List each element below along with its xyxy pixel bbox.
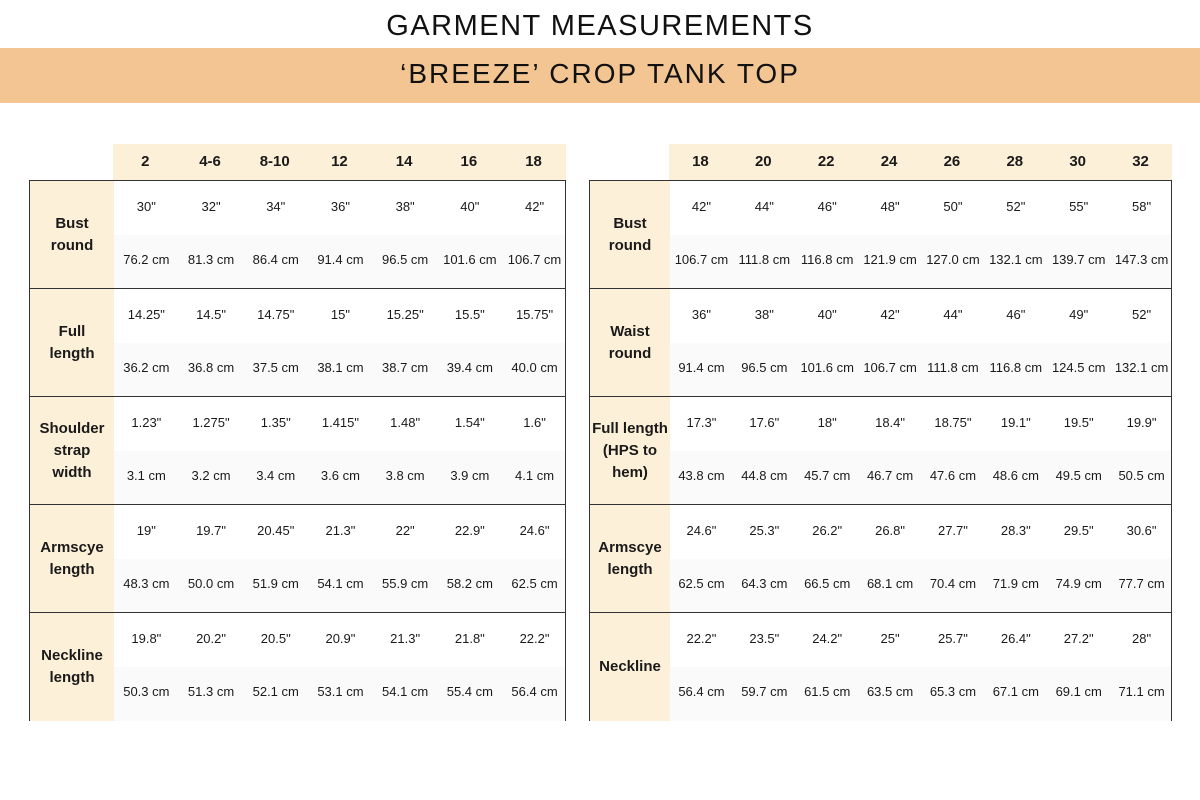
cm-value: 45.7 cm <box>804 468 851 483</box>
cm-value: 55.9 cm <box>382 576 429 591</box>
inch-value: 40" <box>460 199 480 214</box>
inch-value: 19.7" <box>196 523 226 538</box>
inch-value: 36" <box>330 199 350 214</box>
cm-value: 127.0 cm <box>926 252 980 267</box>
size-header: 18 <box>692 153 709 170</box>
cm-value: 48.3 cm <box>123 576 170 591</box>
size-header: 26 <box>943 153 961 170</box>
inch-value: 14.75" <box>257 307 295 322</box>
inch-value: 22" <box>395 523 415 538</box>
cm-value: 70.4 cm <box>929 576 977 591</box>
inch-value: 21.8" <box>454 631 485 646</box>
cm-value: 38.7 cm <box>382 360 429 375</box>
size-header: 32 <box>1132 153 1149 170</box>
cm-value: 54.1 cm <box>382 684 429 699</box>
measurement-label-text: Waist round <box>608 323 652 362</box>
cm-value: 55.4 cm <box>446 684 493 699</box>
cm-value: 61.5 cm <box>804 684 851 699</box>
inch-value: 22.9" <box>454 523 485 538</box>
inch-value: 18.4" <box>875 415 906 430</box>
measurement-label <box>590 613 670 721</box>
cm-value: 36.2 cm <box>123 360 170 375</box>
cm-value: 96.5 cm <box>741 360 788 375</box>
cm-value: 101.6 cm <box>443 252 497 267</box>
inch-value: 25.7" <box>937 631 968 646</box>
cm-value: 106.7 cm <box>863 360 917 375</box>
measurement-label-text: Armscye length <box>598 539 662 578</box>
cm-value: 111.8 cm <box>927 360 979 375</box>
inch-value: 42" <box>524 199 545 214</box>
inch-value: 19.1" <box>1000 415 1031 430</box>
cm-value: 67.1 cm <box>992 684 1039 699</box>
cm-value: 54.1 cm <box>317 576 364 591</box>
cm-value: 4.1 cm <box>515 468 555 483</box>
cm-value: 56.4 cm <box>511 684 558 699</box>
row-divider <box>590 504 1171 505</box>
measurement-label-text: Shoulder strap width <box>39 420 105 481</box>
cm-value: 116.8 cm <box>989 360 1043 375</box>
cm-value: 50.5 cm <box>1118 468 1165 483</box>
cm-value: 62.5 cm <box>511 576 558 591</box>
cm-value: 3.1 cm <box>126 468 166 483</box>
size-header: 14 <box>395 153 413 170</box>
cm-value: 71.1 cm <box>1118 684 1165 699</box>
cm-value: 101.6 cm <box>800 360 854 375</box>
cm-value: 39.4 cm <box>446 360 493 375</box>
inch-value: 38" <box>395 199 415 214</box>
row-divider <box>590 612 1171 613</box>
cm-value: 91.4 cm <box>317 252 364 267</box>
size-header: 30 <box>1069 153 1087 170</box>
inch-value: 52" <box>1132 307 1152 322</box>
measurement-label <box>590 505 670 613</box>
inch-value: 22.2" <box>686 631 717 646</box>
inch-value: 21.3" <box>325 523 356 538</box>
cm-value: 50.0 cm <box>187 576 235 591</box>
cm-value: 147.3 cm <box>1114 252 1169 267</box>
cm-value: 64.3 cm <box>741 576 788 591</box>
inch-value: 30" <box>136 199 156 214</box>
cm-value: 65.3 cm <box>929 684 977 699</box>
inch-value: 19.9" <box>1126 415 1157 430</box>
inch-value: 18.75" <box>934 415 972 430</box>
inch-value: 27.2" <box>1063 631 1094 646</box>
inch-value: 14.25" <box>127 307 165 322</box>
inch-value: 15.75" <box>515 307 554 322</box>
inch-value: 18" <box>817 415 837 430</box>
cm-value: 68.1 cm <box>866 576 914 591</box>
inch-value: 19" <box>136 523 156 538</box>
cm-value: 91.4 cm <box>678 360 725 375</box>
inch-value: 29.5" <box>1063 523 1094 538</box>
measurement-label <box>590 289 670 397</box>
cm-value: 3.6 cm <box>320 468 360 483</box>
inch-value: 1.54" <box>454 415 485 430</box>
row-divider <box>590 396 1171 397</box>
cm-value: 132.1 cm <box>989 252 1043 267</box>
measurement-grid <box>589 180 1172 721</box>
measurement-label-text: Full length <box>49 323 95 362</box>
cm-value: 50.3 cm <box>123 684 170 699</box>
cm-value: 74.9 cm <box>1055 576 1102 591</box>
inch-value: 52" <box>1006 199 1026 214</box>
cm-value: 106.7 cm <box>674 252 729 267</box>
cm-value: 40.0 cm <box>511 360 558 375</box>
measurement-label <box>30 397 114 505</box>
cm-value: 43.8 cm <box>678 468 725 483</box>
inch-value: 17.3" <box>686 415 717 430</box>
measurement-label <box>30 289 114 397</box>
size-header: 28 <box>1006 153 1024 170</box>
inch-value: 20.45" <box>257 523 295 538</box>
inch-value: 24.2" <box>812 631 843 646</box>
cm-value: 51.9 cm <box>252 576 299 591</box>
size-header: 20 <box>754 153 772 170</box>
inch-value: 22.2" <box>519 631 550 646</box>
cm-value: 49.5 cm <box>1055 468 1102 483</box>
cm-value: 139.7 cm <box>1051 252 1106 267</box>
size-header: 8-10 <box>259 153 290 170</box>
inch-value: 1.415" <box>321 415 360 430</box>
inch-value: 28.3" <box>1000 523 1031 538</box>
size-header: 16 <box>460 153 478 170</box>
size-header: 12 <box>331 153 348 170</box>
cm-value: 36.8 cm <box>187 360 235 375</box>
inch-value: 21.3" <box>390 631 421 646</box>
cm-value: 53.1 cm <box>317 684 364 699</box>
inch-value: 20.2" <box>196 631 226 646</box>
inch-value: 26.4" <box>1000 631 1031 646</box>
inch-value: 20.9" <box>325 631 356 646</box>
inch-value: 15.5" <box>454 307 485 322</box>
inch-value: 17.6" <box>749 415 780 430</box>
cm-value: 51.3 cm <box>187 684 235 699</box>
inch-value: 15" <box>330 307 350 322</box>
cm-value: 71.9 cm <box>992 576 1039 591</box>
inch-value: 1.6" <box>523 415 546 430</box>
inch-value: 24.6" <box>519 523 550 538</box>
measurement-label-text: Bust round <box>50 215 94 254</box>
inch-value: 30.6" <box>1126 523 1157 538</box>
inch-value: 25" <box>880 631 900 646</box>
measurement-label <box>30 613 114 721</box>
inch-value: 1.48" <box>390 415 421 430</box>
measurement-label-text: Full length (HPS to hem) <box>592 420 668 481</box>
inch-value: 38" <box>754 307 774 322</box>
inch-value: 42" <box>691 199 711 214</box>
inch-value: 42" <box>880 307 900 322</box>
cm-value: 58.2 cm <box>446 576 493 591</box>
inch-value: 15.25" <box>386 307 424 322</box>
row-divider <box>590 288 1171 289</box>
inch-value: 26.2" <box>812 523 843 538</box>
cm-value: 69.1 cm <box>1055 684 1102 699</box>
inch-value: 25.3" <box>749 523 780 538</box>
cm-value: 106.7 cm <box>507 252 562 267</box>
cm-value: 3.9 cm <box>450 468 490 483</box>
cm-value: 46.7 cm <box>866 468 914 483</box>
page-title: GARMENT MEASUREMENTS <box>386 10 814 42</box>
cm-value: 38.1 cm <box>317 360 364 375</box>
inch-value: 1.275" <box>192 415 230 430</box>
cm-value: 3.2 cm <box>191 468 231 483</box>
inch-value: 40" <box>817 307 837 322</box>
inch-value: 19.8" <box>131 631 162 646</box>
measurement-grid <box>29 180 566 721</box>
inch-value: 36" <box>691 307 711 322</box>
cm-value: 132.1 cm <box>1114 360 1169 375</box>
inch-value: 27.7" <box>937 523 968 538</box>
cm-value: 3.4 cm <box>256 468 296 483</box>
inch-value: 19.5" <box>1063 415 1094 430</box>
inch-value: 55" <box>1069 199 1089 214</box>
product-title: ‘BREEZE’ CROP TANK TOP <box>400 58 800 89</box>
size-header: 2 <box>141 153 150 170</box>
cm-value: 48.6 cm <box>992 468 1039 483</box>
cm-value: 76.2 cm <box>123 252 170 267</box>
inch-value: 32" <box>201 199 221 214</box>
cm-value: 3.8 cm <box>385 468 425 483</box>
size-header: 4-6 <box>199 153 221 170</box>
inch-value: 46" <box>817 199 837 214</box>
cm-value: 121.9 cm <box>863 252 917 267</box>
measurement-label-text: Armscye length <box>40 539 104 578</box>
cm-value: 124.5 cm <box>1051 360 1106 375</box>
cm-value: 37.5 cm <box>252 360 299 375</box>
cm-value: 96.5 cm <box>382 252 429 267</box>
inch-value: 23.5" <box>749 631 780 646</box>
inch-value: 26.8" <box>875 523 906 538</box>
measurement-label-text: Neckline length <box>41 647 103 686</box>
cm-value: 111.8 cm <box>738 252 791 267</box>
inch-value: 1.23" <box>131 415 162 430</box>
inch-value: 24.6" <box>686 523 717 538</box>
cm-value: 77.7 cm <box>1118 576 1165 591</box>
cm-value: 81.3 cm <box>187 252 235 267</box>
measurement-label-text: Bust round <box>608 215 652 254</box>
cm-value: 116.8 cm <box>800 252 854 267</box>
size-header: 24 <box>880 153 898 170</box>
measurement-label-text: Neckline <box>599 658 661 675</box>
cm-value: 63.5 cm <box>866 684 914 699</box>
cm-value: 56.4 cm <box>678 684 725 699</box>
cm-value: 86.4 cm <box>252 252 299 267</box>
cm-value: 59.7 cm <box>741 684 788 699</box>
size-header: 22 <box>817 153 835 170</box>
inch-value: 1.35" <box>260 415 291 430</box>
inch-value: 50" <box>943 199 963 214</box>
measurement-label <box>590 181 670 289</box>
inch-value: 49" <box>1069 307 1089 322</box>
cm-value: 44.8 cm <box>741 468 788 483</box>
measurement-label <box>30 181 114 289</box>
inch-value: 28" <box>1132 631 1152 646</box>
inch-value: 34" <box>266 199 286 214</box>
measurement-label <box>590 397 670 505</box>
inch-value: 46" <box>1006 307 1026 322</box>
cm-value: 52.1 cm <box>252 684 299 699</box>
size-header: 18 <box>525 153 542 170</box>
cm-value: 66.5 cm <box>804 576 851 591</box>
inch-value: 20.5" <box>260 631 291 646</box>
inch-value: 58" <box>1132 199 1152 214</box>
inch-value: 44" <box>754 199 774 214</box>
cm-value: 47.6 cm <box>929 468 977 483</box>
inch-value: 14.5" <box>196 307 226 322</box>
inch-value: 48" <box>880 199 900 214</box>
measurement-label <box>30 505 114 613</box>
inch-value: 44" <box>943 307 963 322</box>
cm-value: 62.5 cm <box>678 576 725 591</box>
